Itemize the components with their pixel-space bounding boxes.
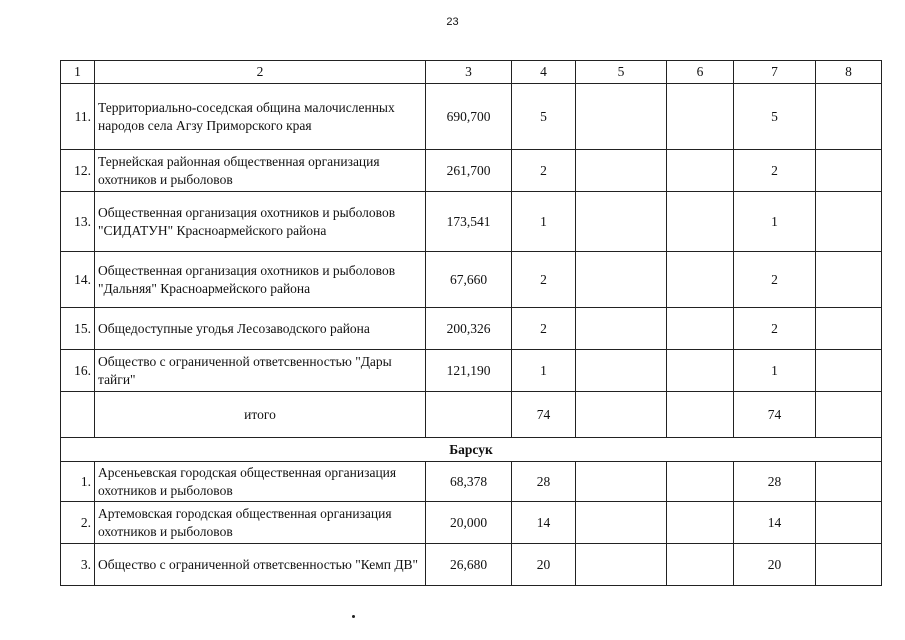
col5-value bbox=[576, 502, 667, 544]
empty-cell bbox=[667, 392, 734, 438]
empty-cell bbox=[576, 392, 667, 438]
organization-name: Артемовская городская общественная организация охотников и рыболовов bbox=[95, 502, 426, 544]
table-row bbox=[61, 308, 882, 350]
col5-value bbox=[576, 462, 667, 502]
column-header: 2 bbox=[95, 61, 426, 84]
organization-name: Тернейская районная общественная организация охотников и рыболовов bbox=[95, 150, 426, 192]
area-value: 68,378 bbox=[426, 462, 512, 502]
row-number: 1. bbox=[61, 462, 95, 502]
col4-value: 2 bbox=[512, 252, 576, 308]
total-col7: 74 bbox=[734, 392, 816, 438]
total-label: итого bbox=[95, 392, 426, 438]
col5-value bbox=[576, 252, 667, 308]
col4-value: 5 bbox=[512, 84, 576, 150]
col7-value: 2 bbox=[734, 308, 816, 350]
column-header: 8 bbox=[816, 61, 882, 84]
col6-value bbox=[667, 544, 734, 586]
col7-value: 5 bbox=[734, 84, 816, 150]
col8-value bbox=[816, 350, 882, 392]
col8-value bbox=[816, 502, 882, 544]
row-number: 12. bbox=[61, 150, 95, 192]
col6-value bbox=[667, 350, 734, 392]
row-number: 3. bbox=[61, 544, 95, 586]
col5-value bbox=[576, 544, 667, 586]
col6-value bbox=[667, 192, 734, 252]
area-value: 20,000 bbox=[426, 502, 512, 544]
col7-value: 2 bbox=[734, 252, 816, 308]
area-value: 690,700 bbox=[426, 84, 512, 150]
area-value: 200,326 bbox=[426, 308, 512, 350]
table-row bbox=[61, 544, 882, 586]
area-value: 26,680 bbox=[426, 544, 512, 586]
hunting-quota-table bbox=[60, 60, 882, 586]
col5-value bbox=[576, 308, 667, 350]
col8-value bbox=[816, 252, 882, 308]
organization-name: Территориально-соседская община малочисленных народов села Агзу Приморского края bbox=[95, 84, 426, 150]
col6-value bbox=[667, 150, 734, 192]
col7-value: 14 bbox=[734, 502, 816, 544]
col6-value bbox=[667, 462, 734, 502]
column-header: 4 bbox=[512, 61, 576, 84]
col8-value bbox=[816, 544, 882, 586]
table-row bbox=[61, 150, 882, 192]
col6-value bbox=[667, 308, 734, 350]
col8-value bbox=[816, 192, 882, 252]
section-header-row bbox=[61, 438, 882, 462]
area-value: 121,190 bbox=[426, 350, 512, 392]
table-row bbox=[61, 192, 882, 252]
col8-value bbox=[816, 462, 882, 502]
col7-value: 1 bbox=[734, 350, 816, 392]
row-number: 14. bbox=[61, 252, 95, 308]
col4-value: 1 bbox=[512, 192, 576, 252]
column-header: 6 bbox=[667, 61, 734, 84]
row-number: 11. bbox=[61, 84, 95, 150]
table-row bbox=[61, 350, 882, 392]
section-title: Барсук bbox=[61, 438, 882, 462]
col4-value: 28 bbox=[512, 462, 576, 502]
col5-value bbox=[576, 192, 667, 252]
area-value: 261,700 bbox=[426, 150, 512, 192]
col8-value bbox=[816, 84, 882, 150]
col7-value: 28 bbox=[734, 462, 816, 502]
column-header: 1 bbox=[61, 61, 95, 84]
organization-name: Общество с ограниченной ответсвенностью "Кемп ДВ" bbox=[95, 544, 426, 586]
col8-value bbox=[816, 150, 882, 192]
row-number: 15. bbox=[61, 308, 95, 350]
organization-name: Общественная организация охотников и рыболовов "Дальняя" Красноармейского района bbox=[95, 252, 426, 308]
col4-value: 1 bbox=[512, 350, 576, 392]
col7-value: 1 bbox=[734, 192, 816, 252]
column-header: 5 bbox=[576, 61, 667, 84]
organization-name: Общедоступные угодья Лесозаводского района bbox=[95, 308, 426, 350]
organization-name: Общество с ограниченной ответсвенностью "Дары тайги" bbox=[95, 350, 426, 392]
col6-value bbox=[667, 252, 734, 308]
col4-value: 14 bbox=[512, 502, 576, 544]
col5-value bbox=[576, 150, 667, 192]
column-header: 3 bbox=[426, 61, 512, 84]
row-number: 16. bbox=[61, 350, 95, 392]
empty-cell bbox=[426, 392, 512, 438]
total-row bbox=[61, 392, 882, 438]
col5-value bbox=[576, 350, 667, 392]
column-header: 7 bbox=[734, 61, 816, 84]
table-row bbox=[61, 462, 882, 502]
col8-value bbox=[816, 308, 882, 350]
row-number: 13. bbox=[61, 192, 95, 252]
table-row bbox=[61, 84, 882, 150]
col6-value bbox=[667, 84, 734, 150]
table-row bbox=[61, 252, 882, 308]
total-col4: 74 bbox=[512, 392, 576, 438]
scan-speck bbox=[352, 615, 355, 618]
col7-value: 2 bbox=[734, 150, 816, 192]
organization-name: Арсеньевская городская общественная организация охотников и рыболовов bbox=[95, 462, 426, 502]
col7-value: 20 bbox=[734, 544, 816, 586]
area-value: 67,660 bbox=[426, 252, 512, 308]
col4-value: 2 bbox=[512, 308, 576, 350]
col4-value: 2 bbox=[512, 150, 576, 192]
area-value: 173,541 bbox=[426, 192, 512, 252]
page-number: 23 bbox=[446, 16, 459, 28]
column-number-row bbox=[61, 61, 882, 84]
empty-cell bbox=[816, 392, 882, 438]
organization-name: Общественная организация охотников и рыболовов "СИДАТУН" Красноармейского района bbox=[95, 192, 426, 252]
table-row bbox=[61, 502, 882, 544]
row-number: 2. bbox=[61, 502, 95, 544]
col6-value bbox=[667, 502, 734, 544]
col5-value bbox=[576, 84, 667, 150]
empty-cell bbox=[61, 392, 95, 438]
col4-value: 20 bbox=[512, 544, 576, 586]
